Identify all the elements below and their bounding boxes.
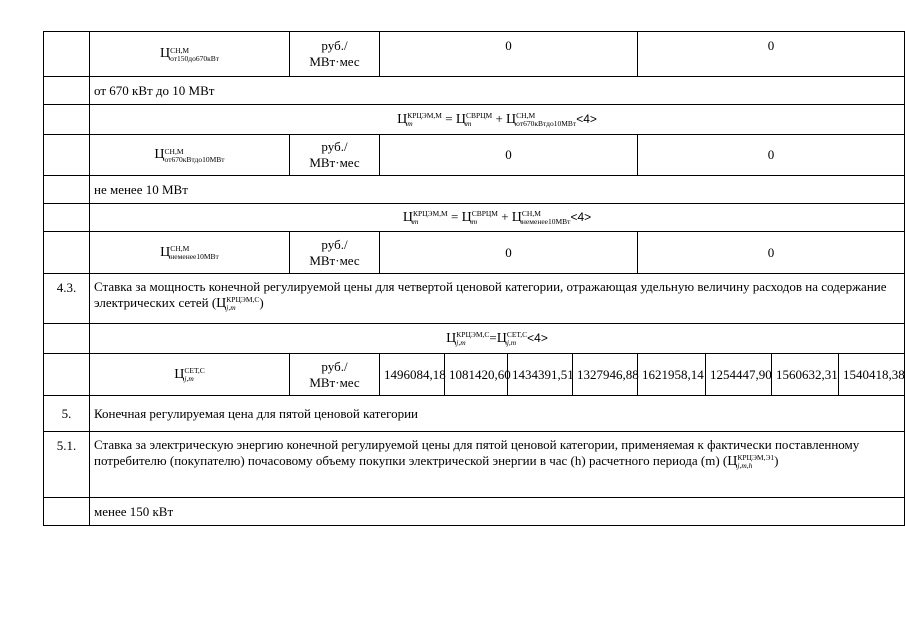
symbol-main: Ц (154, 147, 165, 163)
formula-operator: = (441, 110, 456, 126)
formula-symbol: Ц (506, 112, 517, 127)
symbol-subscript: от150до670кВт (170, 53, 220, 63)
symbol-main: Ц (160, 245, 171, 260)
formula-symbol: Ц (446, 331, 457, 346)
table-row (44, 324, 905, 354)
unit-cell (290, 135, 380, 176)
row-number-cell: 4.3. (44, 274, 90, 324)
row-number-cell (44, 135, 90, 176)
indicator-name-cell (90, 135, 290, 176)
table-row (44, 204, 905, 232)
unit-cell (290, 354, 380, 396)
tariff-table (43, 31, 905, 526)
formula-symbol: Ц (461, 210, 472, 225)
symbol-superscript: СЕТ,С (184, 366, 205, 375)
formula-sup: СН,М (516, 111, 536, 120)
item-text-cell: Конечная регулируемая цена для пятой ценовой категории (90, 396, 905, 432)
value-cell: 0 (638, 135, 905, 176)
footnote-ref: <4> (570, 209, 592, 224)
symbol-subscript: неменее10МВт (170, 252, 219, 261)
symbol-superscript: КРЦЭМ,Э1 (737, 453, 775, 463)
formula-sup: СВРЦМ (465, 111, 493, 120)
formula-sub: j,m (456, 338, 466, 347)
section-text: менее 150 кВт (90, 498, 905, 526)
unit-line: руб./ (321, 236, 348, 252)
formula-cell (90, 105, 905, 135)
formula-cell (90, 324, 905, 354)
unit-line: руб./ (321, 38, 348, 53)
value-cell: 0 (638, 32, 905, 77)
symbol-subscript: от670кВтдо10МВт (164, 154, 225, 164)
unit-cell (290, 32, 380, 77)
value-cell: 1496084,18 (380, 354, 445, 396)
table-row (44, 232, 905, 274)
value-cell: 1254447,90 (706, 354, 772, 396)
formula-sup: СЕТ,С (506, 330, 528, 339)
formula-sup: КРЦЭМ,С (456, 330, 490, 339)
row-number-cell: 5.1. (44, 432, 90, 498)
unit-line: МВт·мес (309, 252, 360, 268)
table-row (44, 77, 905, 105)
value-cell: 0 (380, 232, 638, 274)
symbol-superscript: СН,М (164, 146, 184, 156)
value-cell: 0 (380, 32, 638, 77)
symbol-main: Ц (727, 454, 738, 470)
value-cell: 0 (638, 232, 905, 274)
formula-cell (90, 204, 905, 232)
formula-sub: m (407, 119, 413, 128)
section-text: от 670 кВт до 10 МВт (90, 77, 905, 105)
formula-sup: КРЦЭМ,М (407, 111, 442, 120)
footnote-ref: <4> (576, 111, 597, 126)
row-number-cell (44, 498, 90, 526)
unit-cell (290, 232, 380, 274)
symbol-superscript: СН,М (170, 244, 190, 253)
formula-sub: j,m (506, 338, 517, 347)
row-number-cell (44, 354, 90, 396)
table-row (44, 105, 905, 135)
formula-sub: m (412, 217, 419, 226)
row-number-cell (44, 105, 90, 135)
formula-symbol: Ц (402, 210, 413, 225)
formula-symbol: Ц (511, 210, 522, 225)
table-row (44, 354, 905, 396)
value-cell: 1560632,31 (772, 354, 839, 396)
formula-operator: = (489, 329, 497, 345)
item-text-cell (90, 432, 905, 498)
formula-sub: неменее10МВт (521, 217, 571, 226)
table-row (44, 176, 905, 204)
symbol-main: Ц (159, 46, 171, 62)
formula-symbol: Ц (397, 112, 408, 127)
formula-symbol: Ц (496, 331, 507, 346)
formula-sub: m (471, 217, 478, 226)
table-row (44, 274, 905, 324)
indicator-name-cell (90, 232, 290, 274)
item-text-cell (90, 274, 905, 324)
indicator-name-cell (90, 354, 290, 396)
formula-operator: + (492, 110, 507, 126)
table-row (44, 32, 905, 77)
formula-sup: КРЦЭМ,М (412, 209, 448, 218)
row-number-cell (44, 232, 90, 274)
item-text: ) (774, 453, 779, 468)
section-text: не менее 10 МВт (90, 176, 905, 204)
value-cell: 1327946,88 (573, 354, 638, 396)
value-cell: 1434391,51 (508, 354, 573, 396)
unit-line: МВт·мес (309, 374, 360, 390)
item-text: ) (259, 295, 264, 310)
table-row (44, 432, 905, 498)
indicator-name-cell (90, 32, 290, 77)
row-number-cell (44, 176, 90, 204)
unit-line: руб./ (321, 358, 348, 374)
symbol-superscript: КРЦЭМ,С (226, 295, 260, 305)
table-row (44, 135, 905, 176)
symbol-main: Ц (216, 296, 227, 312)
row-number-cell (44, 32, 90, 77)
footnote-ref: <4> (527, 330, 548, 345)
formula-sub: от670кВтдо10МВт (516, 119, 577, 128)
value-cell: 0 (380, 135, 638, 176)
row-number-cell: 5. (44, 396, 90, 432)
formula-operator: + (497, 208, 512, 224)
unit-line: МВт·мес (309, 54, 360, 69)
table-row (44, 396, 905, 432)
formula-sup: СВРЦМ (471, 209, 498, 218)
value-cell: 1081420,60 (445, 354, 508, 396)
symbol-subscript: j,m (184, 374, 194, 383)
unit-line: руб./ (321, 139, 348, 154)
row-number-cell (44, 324, 90, 354)
symbol-superscript: СН,М (170, 45, 190, 55)
value-cell: 1621958,14 (638, 354, 706, 396)
formula-operator: = (447, 208, 462, 224)
unit-line: МВт·мес (309, 155, 360, 170)
symbol-subscript: j,m (226, 303, 236, 313)
formula-sub: m (465, 119, 472, 128)
value-cell: 1540418,38 (839, 354, 905, 396)
symbol-main: Ц (174, 367, 185, 382)
table-row (44, 498, 905, 526)
symbol-subscript: j,m,h (737, 461, 753, 471)
item-text: Ставка за мощность конечной регулируемой цены для четвертой ценовой категории, отражающая удельную величину расходов на содержание электрических сетей ( (94, 279, 887, 310)
item-text: Ставка за электрическую энергию конечной регулируемой цены для пятой ценовой категории, применяемая к фактически поставленному потребителю (покупателю) почасовому объему покупки электрической энергии в час (h) расчетного периода (m) ( (94, 437, 860, 468)
row-number-cell (44, 204, 90, 232)
formula-sup: СН,М (521, 209, 541, 218)
formula-symbol: Ц (455, 112, 466, 127)
row-number-cell (44, 77, 90, 105)
